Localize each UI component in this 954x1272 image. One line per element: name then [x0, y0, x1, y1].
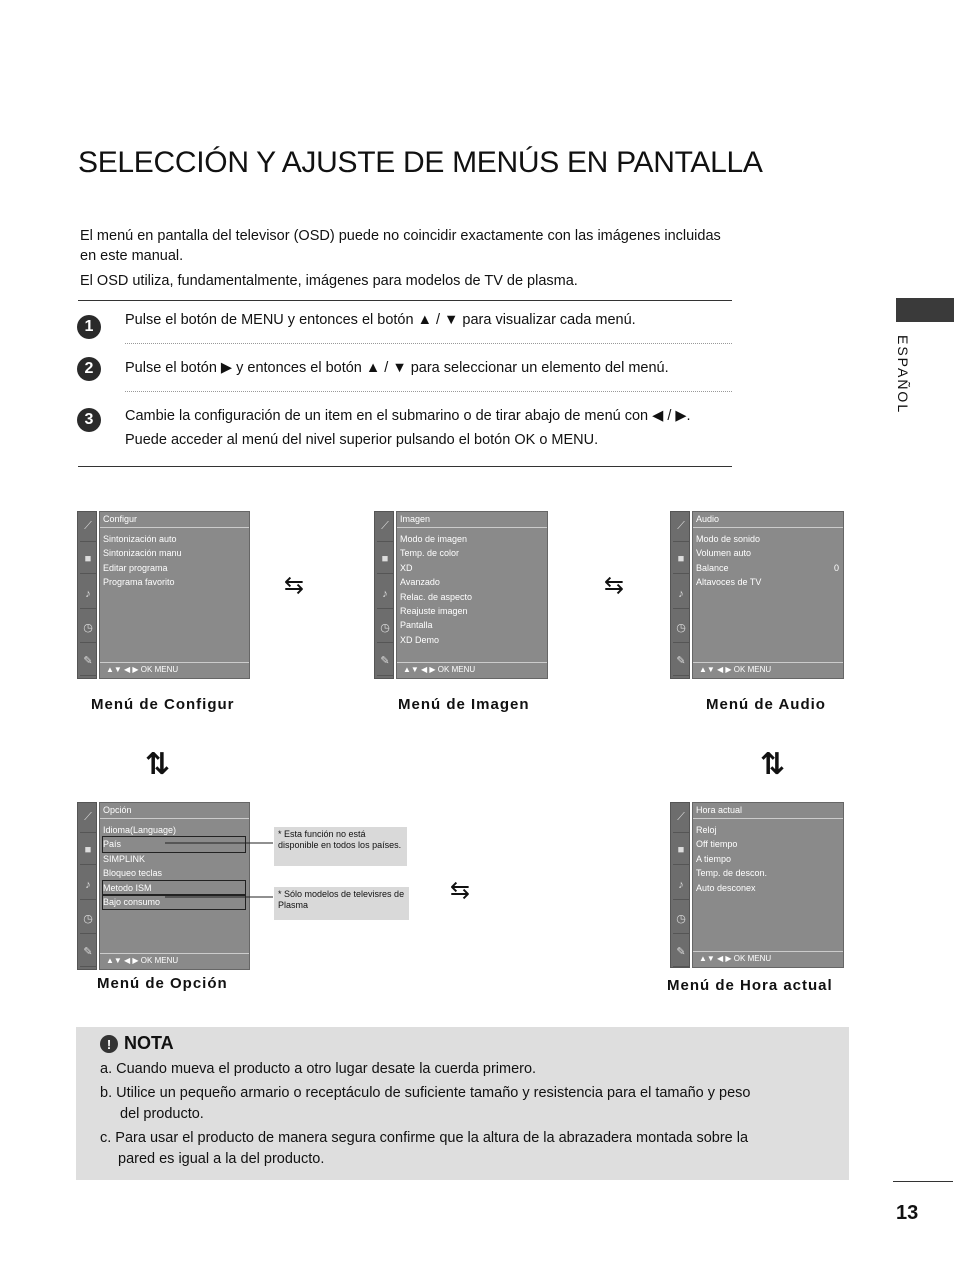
swap-arrows-icon: ⇆	[284, 572, 305, 599]
picture-icon: ■	[377, 544, 393, 574]
language-label: ESPAÑOL	[895, 335, 911, 415]
osd-icon-column	[670, 802, 690, 968]
osd-hora-actual	[670, 802, 844, 968]
language-tab	[896, 298, 954, 322]
osd-icon-column	[77, 802, 97, 970]
osd-panel	[692, 802, 844, 968]
step-3-number: 3	[77, 408, 101, 432]
osd-item: Volumen auto	[696, 548, 752, 559]
audio-icon: ♪	[80, 870, 96, 900]
step-3-text-2: Puede acceder al menú del nivel superior pulsando el botón OK o MENU.	[125, 432, 599, 448]
osd-title: Hora actual	[693, 803, 843, 819]
intro-line-1: El menú en pantalla del televisor (OSD) puede no coincidir exactamente con las imágenes incluidas en este manual.	[80, 228, 721, 264]
osd-item-label: Balance	[696, 562, 729, 573]
osd-item: Temp. de descon.	[696, 868, 768, 879]
note-item-c: c. Para usar el producto de manera segura confirme que la altura de la abrazadera montada sobre la	[100, 1130, 749, 1146]
osd-item: Avanzado	[400, 577, 440, 588]
osd-item: Temp. de color	[400, 548, 460, 559]
clock-icon: ◷	[80, 613, 96, 643]
osd-footer: ▲▼ ◀ ▶ OK MENU	[100, 953, 249, 969]
osd-configur	[77, 511, 250, 679]
page-title: SELECCIÓN Y AJUSTE DE MENÚS EN PANTALLA	[78, 146, 763, 179]
clock-icon: ◷	[80, 904, 96, 934]
osd-icon-column	[670, 511, 690, 679]
option-icon: ✎	[673, 937, 689, 967]
audio-icon: ♪	[80, 579, 96, 609]
option-icon: ✎	[377, 646, 393, 676]
osd-footer: ▲▼ ◀ ▶ OK MENU	[693, 951, 843, 967]
osd-item: SIMPLINK	[103, 853, 146, 864]
osd-item: Off tiempo	[696, 839, 738, 850]
osd-item-value: 0	[833, 562, 839, 573]
osd-item: Editar programa	[103, 562, 168, 573]
step-2-number: 2	[77, 357, 101, 381]
osd-item: Reajuste imagen	[400, 606, 468, 617]
osd-item-highlighted: Bajo consumo	[103, 895, 245, 909]
updown-arrows-icon: ⇅	[145, 748, 171, 781]
osd-panel	[99, 511, 250, 679]
note-item-a: a. Cuando mueva el producto a otro lugar desate la cuerda primero.	[100, 1061, 537, 1077]
osd-item: Modo de imagen	[400, 534, 468, 544]
osd-title: Imagen	[397, 512, 547, 528]
osd-item: A tiempo	[696, 853, 732, 864]
warning-icon: !	[100, 1035, 118, 1053]
step-divider	[125, 343, 732, 344]
antenna-icon: ⟋	[673, 803, 689, 833]
caption-opcion: Menú de Opción	[97, 975, 228, 992]
osd-item: Bloqueo teclas	[103, 868, 163, 879]
option-icon: ✎	[80, 646, 96, 676]
callout-lines	[165, 830, 277, 910]
audio-icon: ♪	[673, 870, 689, 900]
osd-item: Programa favorito	[103, 577, 175, 588]
step-3-text: Cambie la configuración de un item en el submarino o de tirar abajo de menú con ◀ / ▶.	[125, 408, 691, 424]
osd-audio	[670, 511, 844, 679]
antenna-icon: ⟋	[377, 512, 393, 542]
osd-title: Opción	[100, 803, 249, 819]
osd-footer: ▲▼ ◀ ▶ OK MENU	[397, 662, 547, 678]
clock-icon: ◷	[673, 904, 689, 934]
picture-icon: ■	[673, 835, 689, 865]
osd-item-highlighted: País	[103, 837, 245, 851]
divider-bottom	[78, 466, 732, 467]
page-number-rule	[893, 1181, 953, 1182]
osd-item: XD Demo	[400, 634, 440, 645]
picture-icon: ■	[673, 544, 689, 574]
osd-title: Audio	[693, 512, 843, 528]
osd-item: Modo de sonido	[696, 534, 761, 544]
caption-imagen: Menú de Imagen	[398, 696, 530, 713]
step-divider	[125, 391, 732, 392]
osd-icon-column	[374, 511, 394, 679]
step-1-text: Pulse el botón de MENU y entonces el botón ▲ / ▼ para visualizar cada menú.	[125, 312, 636, 328]
caption-configur: Menú de Configur	[91, 696, 235, 713]
note-item-b-cont: del producto.	[120, 1106, 204, 1122]
picture-icon: ■	[80, 544, 96, 574]
caption-hora-actual: Menú de Hora actual	[667, 977, 833, 994]
footnote-pais: * Esta función no está disponible en todos los países.	[274, 827, 407, 866]
note-box	[76, 1027, 849, 1180]
updown-arrows-icon: ⇅	[760, 748, 786, 781]
osd-panel	[692, 511, 844, 679]
antenna-icon: ⟋	[80, 803, 96, 833]
osd-item: Reloj	[696, 825, 717, 835]
osd-item: Sintonización manu	[103, 548, 182, 559]
osd-item-balance	[696, 561, 839, 575]
audio-icon: ♪	[673, 579, 689, 609]
osd-title: Configur	[100, 512, 249, 528]
antenna-icon: ⟋	[673, 512, 689, 542]
osd-footer: ▲▼ ◀ ▶ OK MENU	[100, 662, 249, 678]
note-label: NOTA	[124, 1033, 174, 1053]
swap-arrows-icon: ⇆	[450, 877, 471, 904]
footnote-ism: * Sólo modelos de televisres de Plasma	[274, 887, 409, 920]
step-1-number: 1	[77, 315, 101, 339]
step-2-text: Pulse el botón ▶ y entonces el botón ▲ / ▼ para seleccionar un elemento del menú.	[125, 360, 669, 376]
osd-icon-column	[77, 511, 97, 679]
picture-icon: ■	[80, 835, 96, 865]
intro-line-2: El OSD utiliza, fundamentalmente, imágenes para modelos de TV de plasma.	[80, 273, 578, 289]
note-item-c-cont: pared es igual a la del producto.	[118, 1151, 325, 1167]
swap-arrows-icon: ⇆	[604, 572, 625, 599]
audio-icon: ♪	[377, 579, 393, 609]
clock-icon: ◷	[377, 613, 393, 643]
antenna-icon: ⟋	[80, 512, 96, 542]
option-icon: ✎	[80, 937, 96, 967]
osd-item: Sintonización auto	[103, 534, 177, 544]
osd-panel	[396, 511, 548, 679]
osd-item: Relac. de aspecto	[400, 591, 473, 602]
page-number: 13	[896, 1202, 919, 1224]
osd-item: Pantalla	[400, 620, 433, 631]
osd-item-highlighted: Metodo ISM	[103, 881, 245, 895]
osd-footer: ▲▼ ◀ ▶ OK MENU	[693, 662, 843, 678]
option-icon: ✎	[673, 646, 689, 676]
osd-item: XD	[400, 562, 413, 573]
osd-item: Altavoces de TV	[696, 577, 762, 588]
osd-item: Auto desconex	[696, 882, 756, 893]
osd-imagen	[374, 511, 548, 679]
osd-item: Idioma(Language)	[103, 825, 177, 835]
clock-icon: ◷	[673, 613, 689, 643]
caption-audio: Menú de Audio	[706, 696, 826, 713]
note-item-b: b. Utilice un pequeño armario o receptáculo de suficiente tamaño y resistencia para el tamaño y peso	[100, 1085, 751, 1101]
divider-top	[78, 300, 732, 301]
